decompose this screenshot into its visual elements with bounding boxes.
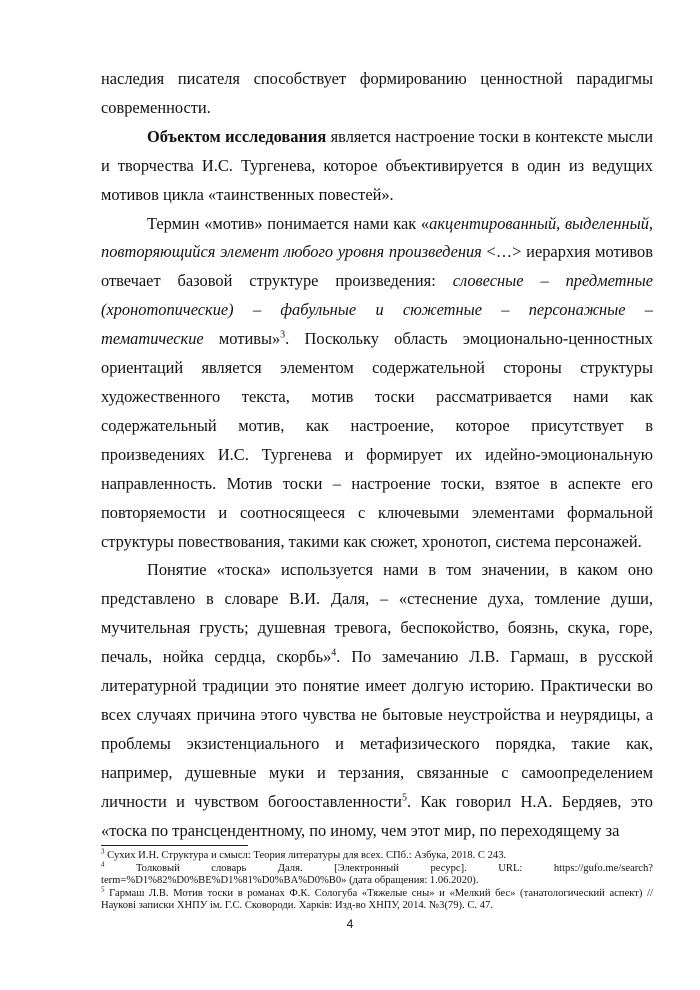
paragraph-text: мотивы» <box>203 329 281 349</box>
footnote-number: 5 <box>101 885 105 894</box>
italic-quote: акцентированный, выделенный, повторяющийся элемент любого уровня произведения <box>101 213 654 262</box>
italic-quote: словесные – предметные (хронотопические) – фабульные и сюжетные – персонажные – тематические <box>101 271 653 349</box>
footnote-number: 4 <box>101 860 105 869</box>
footnote-ref: 3 <box>280 329 286 341</box>
body-text <box>101 65 653 845</box>
page-number: 4 <box>346 917 354 931</box>
paragraph-text: . По замечанию Л.В. Гармаш, в русской литературной традиции это понятие имеет долгую историю. Практически во всех случаях причина этого чувства не бытовые неустройства и неурядицы, а проблемы экзистенциального и метафизического порядка, такие как, например, душевные муки и терзания, связанные с самоопределением личности и чувством богооставленности <box>101 647 654 811</box>
footnote <box>101 885 653 913</box>
paragraph-toska-concept <box>101 556 653 845</box>
footnote-text: Гармаш Л.В. Мотив тоски в романах Ф.К. Сологуба «Тяжелые сны» и «Мелкий бес» (танатологический аспект) // Наукові записки ХНПУ ім. Г.С. Сковороди. Харків: Изд-во ХНПУ, 2014. №3(79). С. 47. <box>101 887 653 912</box>
footnotes <box>101 847 653 913</box>
paragraph-research-object <box>101 123 653 210</box>
footnote <box>101 860 653 888</box>
paragraph-text: является настроение тоски в контексте мысли и творчества И.С. Тургенева, которое объективируется в один из ведущих мотивов цикла «таинственных повестей». <box>101 126 653 204</box>
footnote-ref: 5 <box>401 792 407 804</box>
footnote-separator <box>101 845 248 846</box>
paragraph-continuation <box>101 65 653 123</box>
paragraph-motif-definition <box>101 210 653 557</box>
paragraph-text: . Как говорил Н.А. Бердяев, это «тоска по трансцендентному, по иному, чем этот мир, по переходящему за <box>101 791 653 840</box>
footnote <box>101 847 653 863</box>
footnote-text: Толковый словарь Даля. [Электронный ресурс]. URL: https://gufo.me/search?term=%D1%82%D0%BE%D1%81%D0%BA%D0%B0» (дата обращения: 1.06.2020). <box>101 862 653 887</box>
footnote-text: Сухих И.Н. Структура и смысл: Теория литературы для всех. СПб.: Азбука, 2018. С 243. <box>107 850 507 861</box>
bold-lead-term: Объектом исследования <box>147 126 327 146</box>
paragraph-text: . Поскольку область эмоционально-ценностных ориентаций является элементом содержательной стороны структуры художественного текста, мотив тоски рассматривается нами как содержательный мотив, как настроение, которое присутствует в произведениях И.С. Тургенева и формирует их идейно-эмоциональную направленность. Мотив тоски – настроение тоски, взятое в аспекте его повторяемости и соотносящееся с ключевыми элементами формальной структуры повествования, такими как сюжет, хронотоп, система персонажей. <box>101 329 653 551</box>
paragraph-text: Термин «мотив» понимается нами как « <box>147 213 430 233</box>
footnote-number: 3 <box>101 847 105 856</box>
paragraph-text: <…> иерархия мотивов отвечает базовой структуре произведения: <box>101 242 653 291</box>
paragraph-text: Понятие «тоска» используется нами в том значении, в каком оно представлено в словаре В.И. Даля, – «стеснение духа, томление души, мучительная грусть; душевная тревога, беспокойство, боязнь, скука, горе, печаль, нойка сердца, скорбь» <box>101 560 653 667</box>
paragraph-text: наследия писателя способствует формированию ценностной парадигмы современности. <box>101 69 653 117</box>
footnote-ref: 4 <box>331 647 337 659</box>
